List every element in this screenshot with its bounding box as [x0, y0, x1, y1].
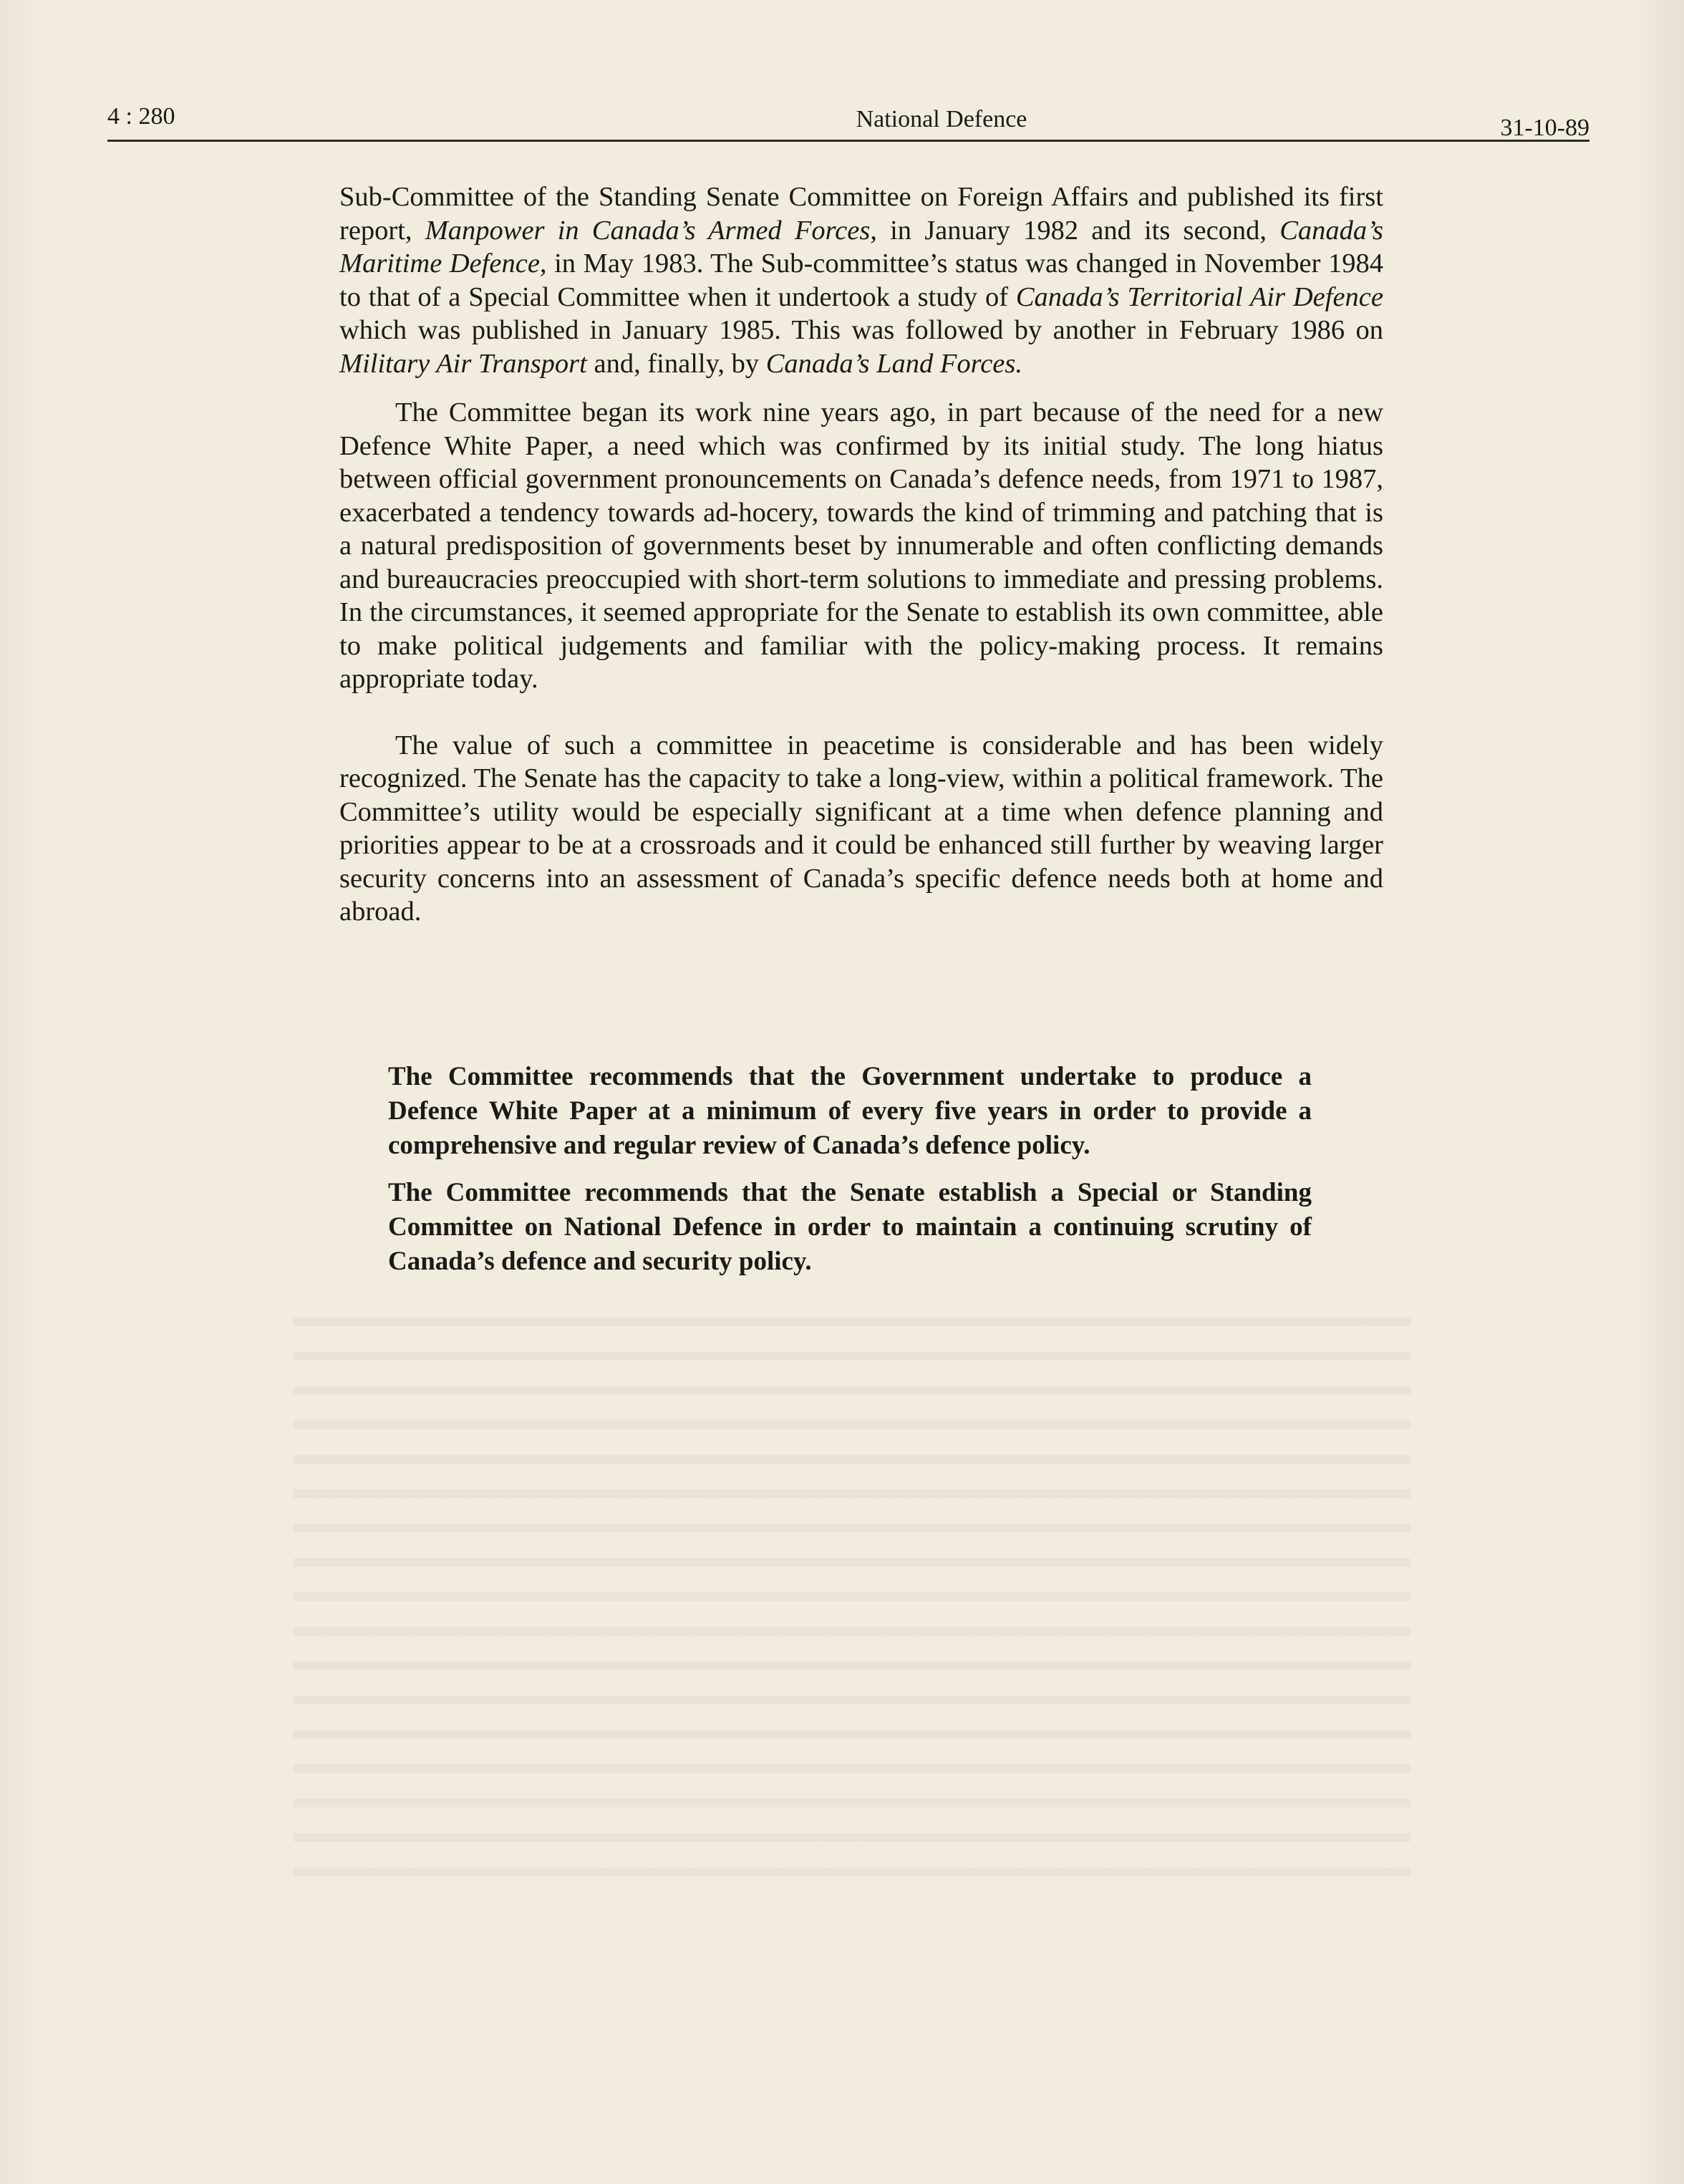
page-number: 4 : 280 [107, 103, 175, 130]
report-title: Manpower in Canada’s Armed Forces, [425, 215, 877, 246]
header-date: 31-10-89 [1500, 115, 1589, 141]
header-rule [107, 140, 1589, 142]
recommendation-white-paper: The Committee recommends that the Government undertake to produce a Defence White Paper at a minimum of every five years in order to provide a comprehensive and regular review of Canada’s defence policy. [388, 1062, 1312, 1160]
report-title: Military Air Transport [339, 348, 587, 379]
report-title: Canada’s Territorial Air Defence [1015, 281, 1383, 312]
running-title: National Defence [856, 106, 1027, 132]
recommendation-senate-committee: The Committee recommends that the Senate establish a Special or Standing Committee on National Defence in order to maintain a continuing scrutiny of Canada’s defence and security policy. [388, 1178, 1312, 1276]
paragraph-committee-value: The value of such a committee in peacetime is considerable and has been widely recognized. The Senate has the capacity to take a long-view, within a political framework. The Committee’s utility would be especially significant at a time when defence planning and priorities appear to be at a crossroads and it could be enhanced still further by weaving larger security concerns into an assessment of Canada’s specific defence needs both at home and abroad. [339, 730, 1383, 927]
paragraph-committee-origins: The Committee began its work nine years ago, in part because of the need for a new Defence White Paper, a need which was confirmed by its initial study. The long hiatus between official government pronouncements on Canada’s defence needs, from 1971 to 1987, exacerbated a tendency towards ad-hocery, towards the kind of trimming and patching that is a natural predisposition of governments beset by innumerable and often conflicting demands and bureaucracies preoccupied with short-term solutions to immediate and pressing problems. In the circumstances, it seemed appropriate for the Senate to establish its own committee, able to make political judgements and familiar with the policy-making process. It remains appropriate today. [339, 397, 1383, 694]
paragraph-text: and, finally, by [586, 348, 766, 379]
paragraph-sub-committee-history [339, 180, 1383, 380]
report-title: Canada’s Maritime Defence, [339, 215, 1383, 279]
paragraph-text: Sub-Committee of the Standing Senate Committee on Foreign Affairs and published its first report, [339, 182, 1383, 246]
paragraph-text: in January 1982 and its second, [876, 215, 1280, 246]
page-header [107, 99, 1589, 145]
paragraph-text: in May 1983. The Sub-committee’s status was changed in November 1984 to that of a Special Committee when it undertook a study of [339, 248, 1383, 312]
paragraph-text: which was published in January 1985. This was followed by another in February 1986 on [339, 315, 1383, 345]
body-text [339, 180, 1383, 950]
show-through-texture [294, 1296, 1410, 1890]
recommendations [388, 1060, 1312, 1292]
report-title: Canada’s Land Forces. [765, 348, 1023, 379]
